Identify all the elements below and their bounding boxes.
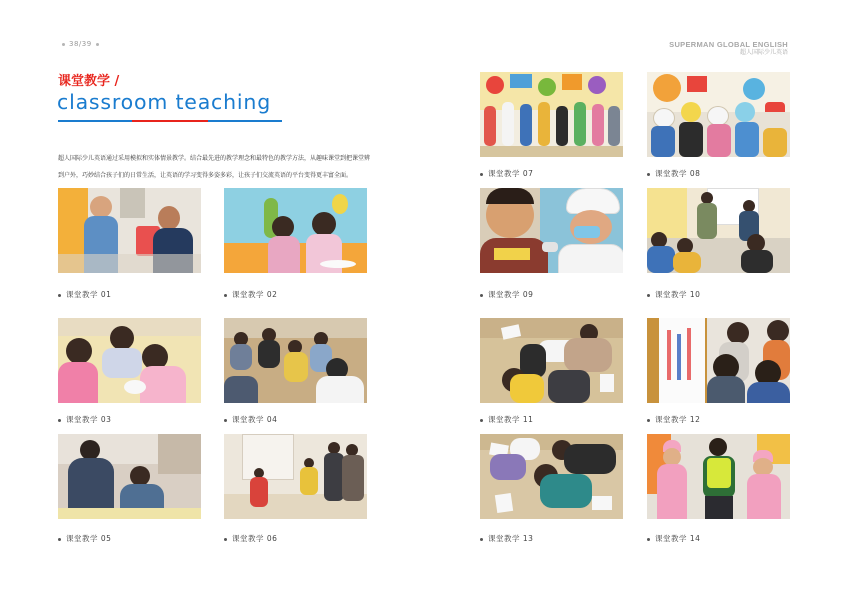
photo-07 [480,72,623,157]
photo-03 [58,318,201,403]
bullet-dot-icon [647,294,650,297]
photo-04 [224,318,367,403]
photo-caption [224,289,277,300]
photo-caption [647,533,700,544]
photo-08 [647,72,790,157]
section-title-en: classroom teaching [57,90,272,114]
brand-header [669,40,788,56]
caption-text: 课堂教学 14 [655,534,701,543]
caption-text: 课堂教学 12 [655,415,701,424]
bullet-dot-icon [480,419,483,422]
title-underline [58,120,282,122]
bullet-dot-icon [480,173,483,176]
bullet-dot-icon [58,294,61,297]
caption-text: 课堂教学 01 [66,290,112,299]
bullet-dot-icon [224,538,227,541]
caption-text: 课堂教学 13 [488,534,534,543]
caption-text: 课堂教学 09 [488,290,534,299]
bullet-dot-icon [480,538,483,541]
photo-caption [224,414,277,425]
photo-caption [480,289,533,300]
photo-caption [58,533,111,544]
photo-11 [480,318,623,403]
bullet-dot-icon [62,43,65,46]
photo-caption [647,168,700,179]
caption-text: 课堂教学 11 [488,415,534,424]
caption-text: 课堂教学 03 [66,415,112,424]
photo-caption [647,414,700,425]
caption-text: 课堂教学 08 [655,169,701,178]
photo-13 [480,434,623,519]
caption-text: 课堂教学 07 [488,169,534,178]
photo-caption [480,533,533,544]
brand-name-en: SUPERMAN GLOBAL ENGLISH [669,40,788,49]
bullet-dot-icon [96,43,99,46]
photo-caption [58,289,111,300]
photo-14 [647,434,790,519]
caption-text: 课堂教学 10 [655,290,701,299]
bullet-dot-icon [224,419,227,422]
photo-caption [480,414,533,425]
caption-text: 课堂教学 04 [232,415,278,424]
caption-text: 课堂教学 06 [232,534,278,543]
photo-caption [58,414,111,425]
page-number-text: 38/39 [69,40,92,48]
photo-02 [224,188,367,273]
photo-10 [647,188,790,273]
bullet-dot-icon [224,294,227,297]
bullet-dot-icon [480,294,483,297]
bullet-dot-icon [58,538,61,541]
bullet-dot-icon [647,538,650,541]
photo-06 [224,434,367,519]
page-number [58,40,103,48]
photo-05 [58,434,201,519]
photo-caption [224,533,277,544]
photo-12 [647,318,790,403]
brand-name-cn: 超人国际少儿英语 [739,49,788,56]
bullet-dot-icon [647,173,650,176]
caption-text: 课堂教学 02 [232,290,278,299]
photo-caption [647,289,700,300]
bullet-dot-icon [647,419,650,422]
photo-caption [480,168,533,179]
section-title-cn: 课堂教学 / [58,74,120,89]
section-description: 超人国际少儿英语通过采用模拟和实体情景教学。结合最先进的教学理念和最特色的教学方法，从趣味课堂到把课堂辨到户外，巧妙结合孩子们的日常生活，让英语的学习变得多姿多彩，让孩子们交流英语的平台变得更丰富全面。 [58,155,371,179]
photo-09 [480,188,623,273]
photo-01 [58,188,201,273]
caption-text: 课堂教学 05 [66,534,112,543]
bullet-dot-icon [58,419,61,422]
